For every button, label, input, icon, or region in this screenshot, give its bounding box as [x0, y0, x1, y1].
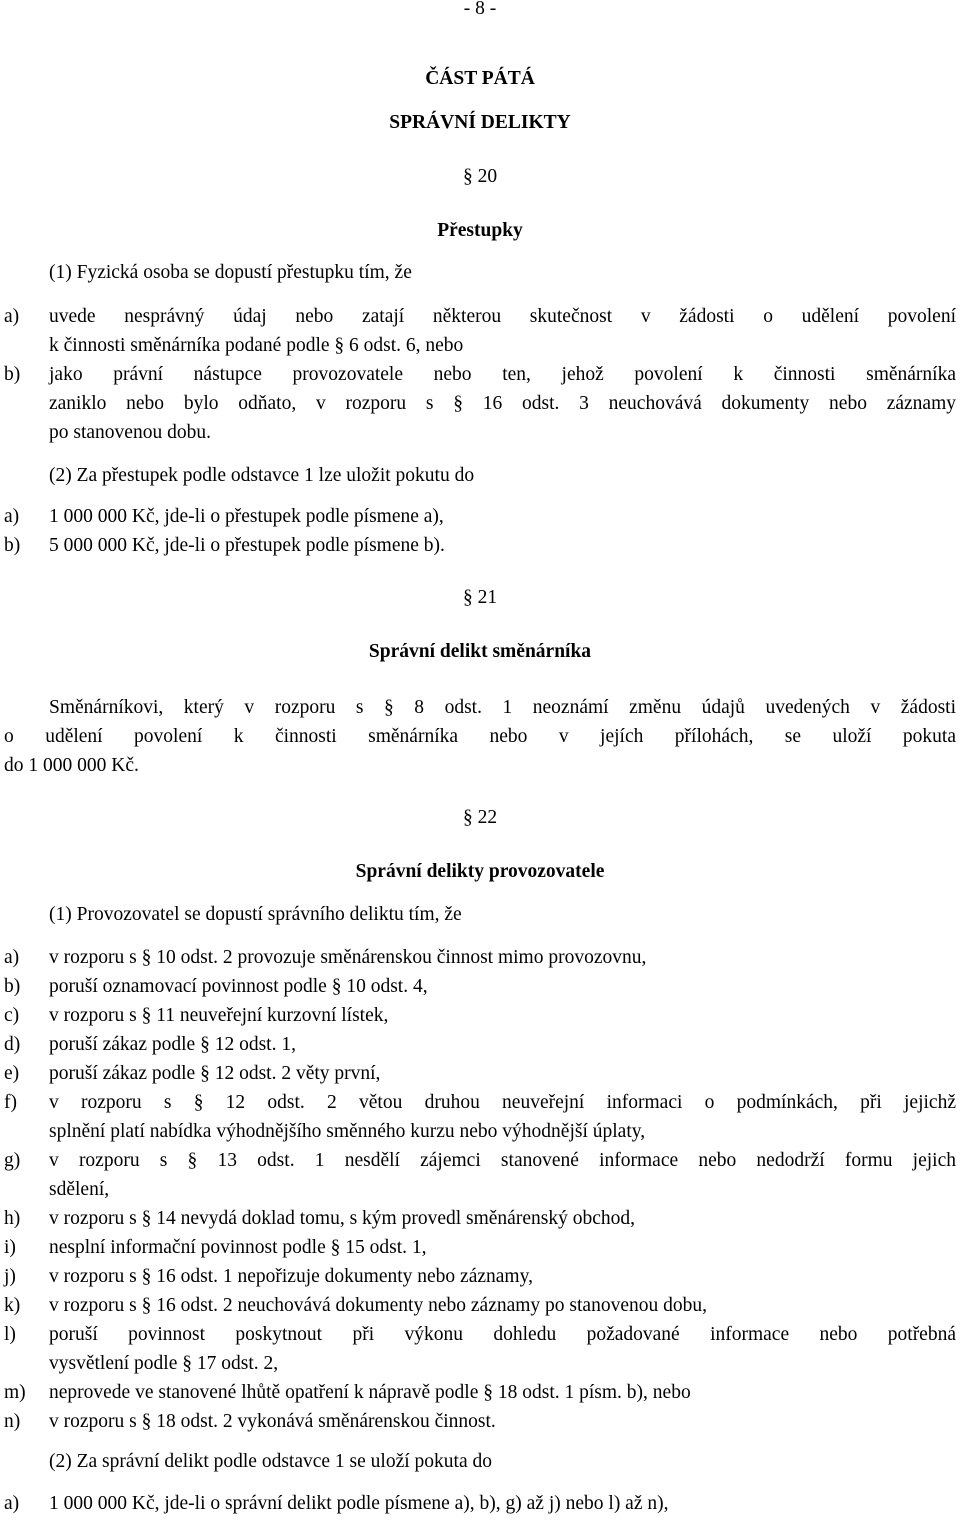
section-21-number: § 21	[462, 587, 498, 608]
item-line: v rozporu s § 14 nevydá doklad tomu, s kým provedl směnárenský obchod,	[49, 1208, 635, 1229]
item-line: sdělení,	[49, 1179, 110, 1200]
item-line: 1 000 000 Kč, jde-li o přestupek podle písmene a),	[49, 506, 444, 527]
item-label: e)	[4, 1063, 20, 1084]
item-line: v rozporu s § 10 odst. 2 provozuje směnárenskou činnost mimo provozovnu,	[49, 947, 647, 968]
item-label: h)	[4, 1208, 21, 1229]
item-label: a)	[4, 1493, 20, 1514]
item-line: uvede nesprávný údaj nebo zatají některou skutečnost v žádosti o udělení povolení	[49, 306, 956, 327]
part-title: ČÁST PÁTÁ	[425, 68, 535, 89]
section-22-number: § 22	[462, 807, 498, 828]
item-line: neprovede ve stanovené lhůtě opatření k nápravě podle § 18 odst. 1 písm. b), nebo	[49, 1382, 691, 1403]
item-label: b)	[4, 976, 21, 997]
item-line: jako právní nástupce provozovatele nebo ten, jehož povolení k činnosti směnárníka	[49, 364, 956, 385]
section-21-heading: Správní delikt směnárníka	[368, 641, 592, 662]
item-line: po stanovenou dobu.	[49, 422, 211, 443]
text-line: Směnárníkovi, který v rozporu s § 8 odst. 1 neoznámí změnu údajů uvedených v žádosti	[49, 697, 956, 718]
section-20-number: § 20	[462, 166, 498, 187]
item-label: d)	[4, 1034, 21, 1055]
section-20-para-2-intro: (2) Za přestupek podle odstavce 1 lze uložit pokutu do	[49, 465, 475, 486]
item-label: a)	[4, 306, 20, 327]
item-line: poruší oznamovací povinnost podle § 10 odst. 4,	[49, 976, 428, 997]
item-label: k)	[4, 1295, 21, 1316]
item-label: j)	[4, 1266, 16, 1287]
part-subtitle: SPRÁVNÍ DELIKTY	[389, 112, 571, 133]
section-21-text	[4, 693, 956, 780]
item-label: a)	[4, 506, 20, 527]
item-label: f)	[4, 1092, 17, 1113]
item-line: v rozporu s § 12 odst. 2 větou druhou neuveřejní informaci o podmínkách, při jejichž	[49, 1092, 956, 1113]
item-line: nesplní informační povinnost podle § 15 odst. 1,	[49, 1237, 427, 1258]
section-22-para-1-intro: (1) Provozovatel se dopustí správního deliktu tím, že	[49, 904, 462, 925]
item-line: v rozporu s § 16 odst. 1 nepořizuje dokumenty nebo záznamy,	[49, 1266, 533, 1287]
item-label: l)	[4, 1324, 16, 1345]
section-20-heading: Přestupky	[437, 220, 523, 241]
item-label: g)	[4, 1150, 21, 1171]
section-20-para-1-intro: (1) Fyzická osoba se dopustí přestupku tím, že	[49, 262, 412, 283]
item-line: 5 000 000 Kč, jde-li o přestupek podle písmene b).	[49, 535, 445, 556]
page-number: - 8 -	[463, 0, 497, 19]
item-line: zaniklo nebo bylo odňato, v rozporu s § 16 odst. 3 neuchovává dokumenty nebo záznamy	[49, 393, 956, 414]
item-label: m)	[4, 1382, 26, 1403]
item-line: k činnosti směnárníka podané podle § 6 odst. 6, nebo	[49, 335, 464, 356]
item-line: v rozporu s § 16 odst. 2 neuchovává dokumenty nebo záznamy po stanovenou dobu,	[49, 1295, 707, 1316]
item-label: i)	[4, 1237, 16, 1258]
item-line: v rozporu s § 18 odst. 2 vykonává směnárenskou činnost.	[49, 1411, 496, 1432]
section-22-heading: Správní delikty provozovatele	[355, 861, 605, 882]
item-line: poruší zákaz podle § 12 odst. 2 věty první,	[49, 1063, 381, 1084]
item-line: v rozporu s § 13 odst. 1 nesdělí zájemci stanovené informace nebo nedodrží formu jejich	[49, 1150, 956, 1171]
item-line: v rozporu s § 11 neuveřejní kurzovní lístek,	[49, 1005, 389, 1026]
item-line: splnění platí nabídka výhodnějšího směnného kurzu nebo výhodnější úplaty,	[49, 1121, 646, 1142]
item-label: c)	[4, 1005, 20, 1026]
item-label: b)	[4, 535, 21, 556]
text-line: o udělení povolení k činnosti směnárníka nebo v jejích přílohách, se uloží pokuta	[4, 726, 956, 747]
item-line: 1 000 000 Kč, jde-li o správní delikt podle písmene a), b), g) až j) nebo l) až n),	[49, 1493, 669, 1514]
item-line: poruší zákaz podle § 12 odst. 1,	[49, 1034, 296, 1055]
item-label: n)	[4, 1411, 21, 1432]
item-line: vysvětlení podle § 17 odst. 2,	[49, 1353, 279, 1374]
text-line: do 1 000 000 Kč.	[4, 755, 139, 776]
item-line: poruší povinnost poskytnout při výkonu dohledu požadované informace nebo potřebná	[49, 1324, 956, 1345]
section-22-para-2-intro: (2) Za správní delikt podle odstavce 1 se uloží pokuta do	[49, 1451, 492, 1472]
item-label: b)	[4, 364, 21, 385]
item-label: a)	[4, 947, 20, 968]
